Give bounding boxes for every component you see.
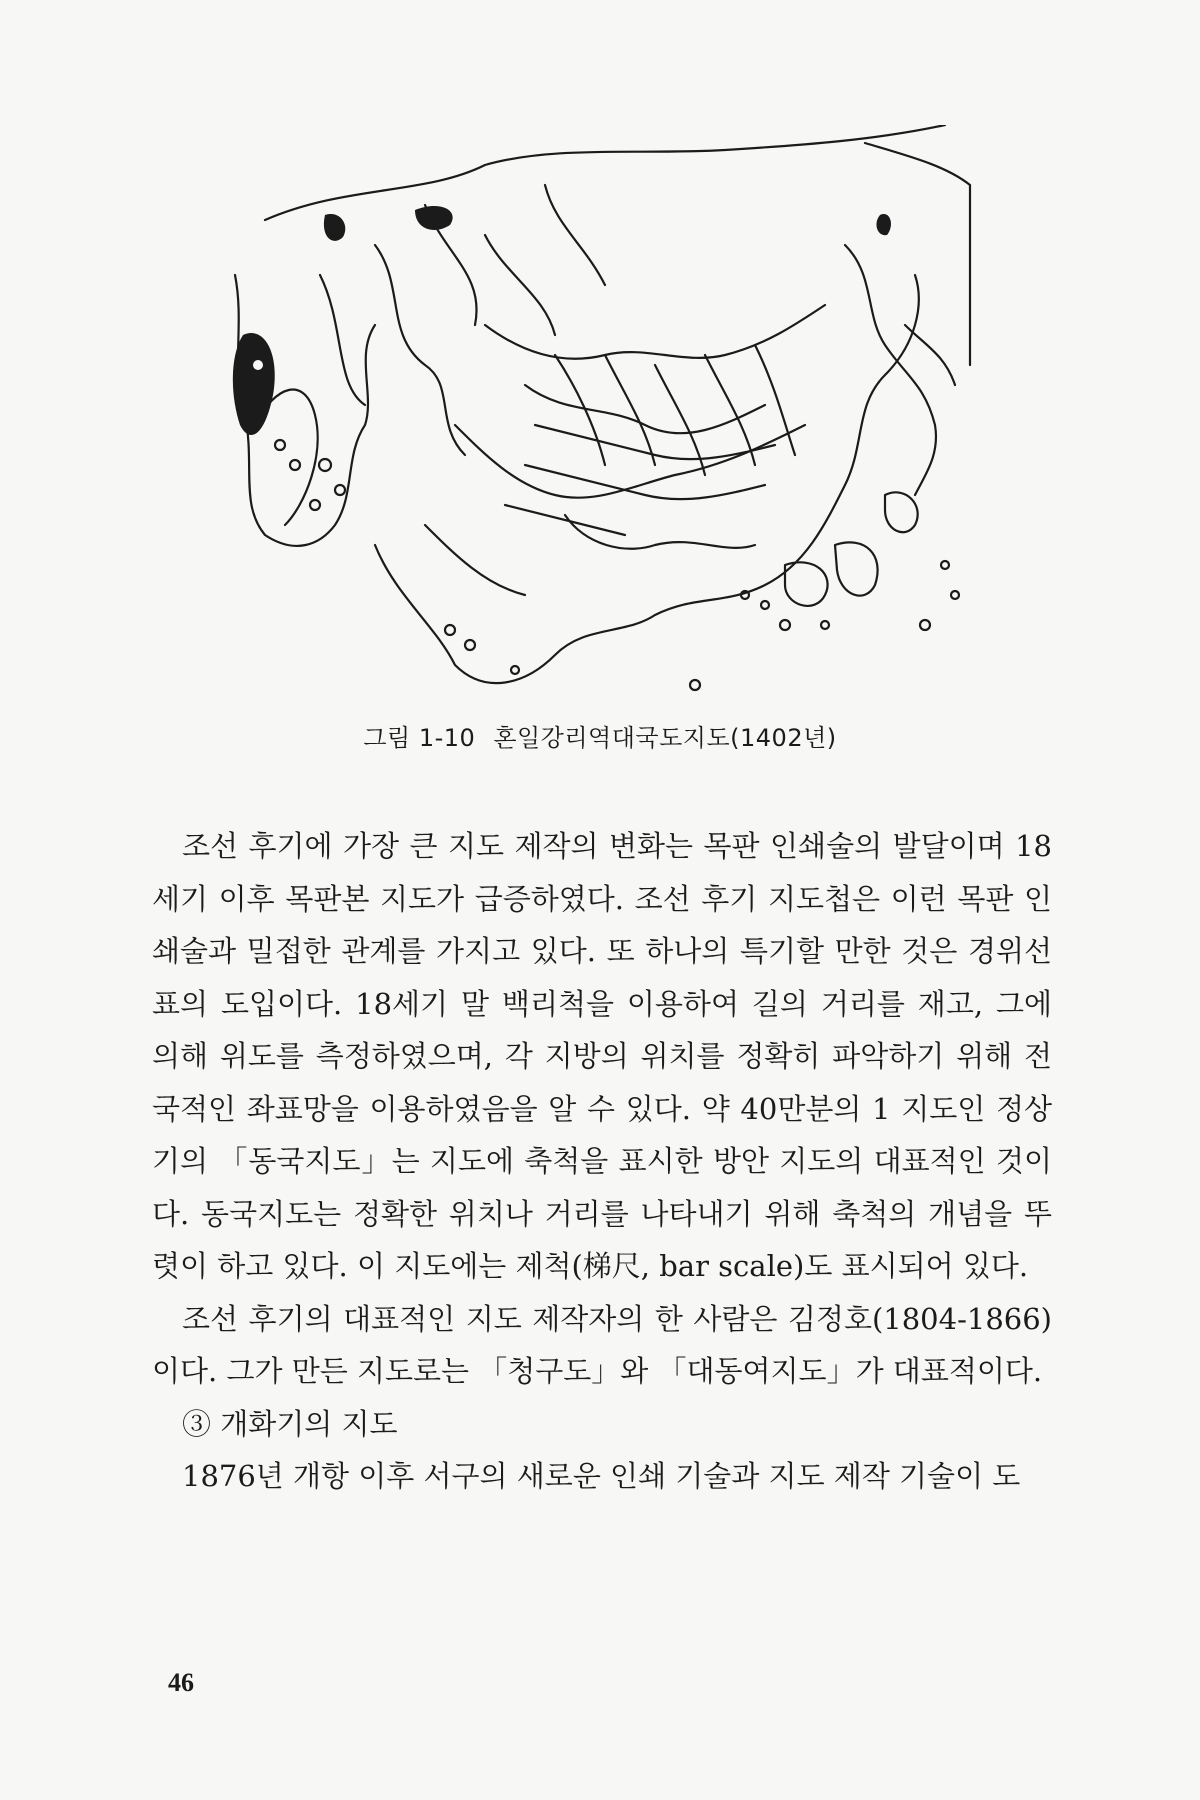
figure-caption xyxy=(0,718,1200,753)
historical-map-figure xyxy=(225,125,985,705)
paragraph-2: 조선 후기의 대표적인 지도 제작자의 한 사람은 김정호(1804-1866)이다. 그가 만든 지도로는 「청구도」와 「대동여지도」가 대표적이다. xyxy=(152,1301,1052,1388)
body-text xyxy=(152,820,1052,1503)
page-number: 46 xyxy=(168,1668,194,1697)
paragraph-3: 1876년 개항 이후 서구의 새로운 인쇄 기술과 지도 제작 기술이 도 xyxy=(182,1459,1021,1493)
figure-caption-title: 혼일강리역대국도지도(1402년) xyxy=(493,724,837,752)
section-subheading: ③ 개화기의 지도 xyxy=(182,1406,398,1441)
honil-gangni-map-illustration xyxy=(225,125,985,705)
paragraph-1: 조선 후기에 가장 큰 지도 제작의 변화는 목판 인쇄술의 발달이며 18세기 이후 목판본 지도가 급증하였다. 조선 후기 지도첩은 이런 목판 인쇄술과 밀접한 관계를 가지고 있다. 또 하나의 특기할 만한 것은 경위선 표의 도입이다. 18세기 말 백리척을 이용하여 길의 거리를 재고, 그에 의해 위도를 측정하였으며, 각 지방의 위치를 정확히 파악하기 위해 전국적인 좌표망을 이용하였음을 알 수 있다. 약 40만분의 1 지도인 정상기의 「동국지도」는 지도에 축척을 표시한 방안 지도의 대표적인 것이다. 동국지도는 정확한 위치나 거리를 나타내기 위해 축척의 개념을 뚜렷이 하고 있다. 이 지도에는 제척(梯尺, bar scale)도 표시되어 있다. xyxy=(152,829,1052,1283)
figure-caption-number: 그림 1-10 xyxy=(363,724,476,752)
